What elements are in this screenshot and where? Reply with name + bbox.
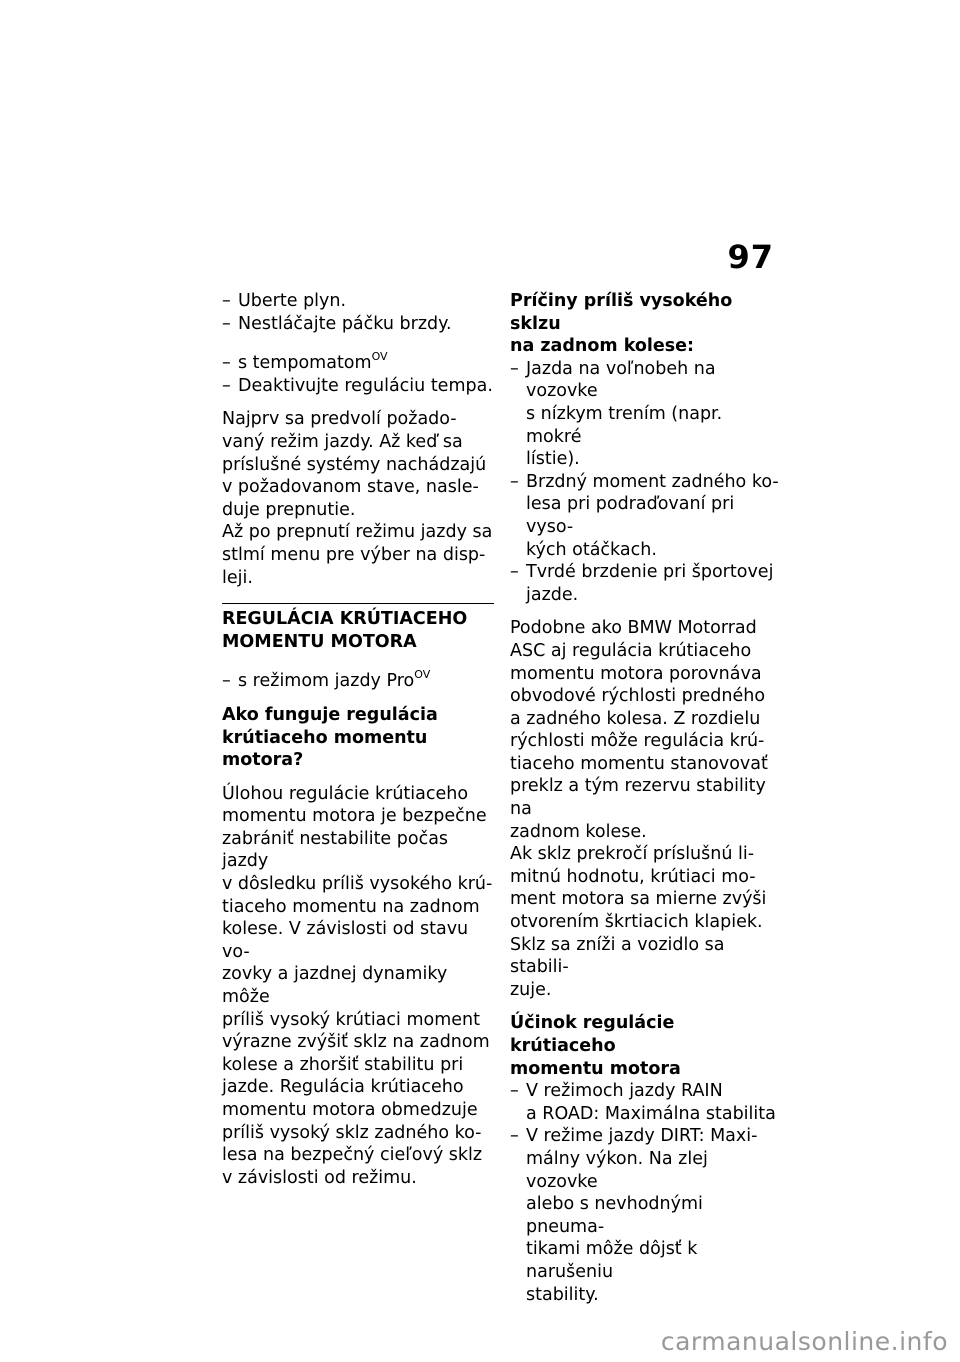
option-superscript: OV (371, 350, 388, 364)
paragraph-function: Úlohou regulácie krútiaceho momentu motora je bezpečne zabrániť nestabilite počas jazdy v dôsledku príliš vysokého krú- tiaceho momentu na zadnom kolese. V závislosti od stavu vo- zovky a jazdnej dynamiky môže príliš vysoký krútiaci moment výrazne zvýšiť sklz na zadnom kolese a zhoršiť stabilitu pri jazde. Regulácia krútiaceho momentu motora obmedzuje príliš vysoký sklz zadného ko- lesa na bezpečný cieľový sklz v závislosti od režimu. (222, 783, 493, 1188)
dash-bullet: – (222, 375, 231, 396)
paragraph-mode-preselect: Najprv sa predvolí požado- vaný režim jazdy. Až keď sa príslušné systémy nachádzajú v požadovanom stave, nasle- duje prepnutie. (222, 409, 487, 520)
paragraph-asc-comparison: Podobne ako BMW Motorrad ASC aj regulácia krútiaceho momentu motora porovnáva obvodové rýchlosti predného a zadného kolesa. Z rozdielu rýchlosti môže regulácia krú- tiaceho momentu stanovovať preklz a tým rezervu stability na zadnom kolese. (510, 618, 768, 842)
cause-item: – Jazda na voľnobeh na vozovke s nízkym trením (napr. mokré lístie). (510, 358, 723, 470)
left-column (222, 290, 494, 1189)
dash-bullet: – (510, 562, 519, 583)
watermark: carmanualsonline.info (660, 1327, 948, 1356)
effect-item: – V režimoch jazdy RAIN a ROAD: Maximálna stabilita (510, 1081, 776, 1124)
paragraph-menu-dim: Až po prepnutí režimu jazdy sa stlmí menu pre výber na disp- leji. (222, 522, 493, 588)
dash-bullet: – (222, 671, 231, 692)
option-superscript: OV (414, 668, 431, 682)
section-heading: REGULÁCIA KRÚTIACEHO MOMENTU MOTORA (222, 609, 468, 652)
dash-bullet: – (510, 358, 519, 379)
subheading-effect: Účinok regulácie krútiaceho momentu motora (510, 1013, 681, 1079)
page-number: 97 (727, 238, 774, 276)
effect-item: – V režime jazdy DIRT: Maxi- málny výkon. Na zlej vozovke alebo s nevhodnými pneuma- tikami môže dôjsť k narušeniu stability. (510, 1126, 758, 1305)
paragraph-slip-limit: Ak sklz prekročí príslušnú li- mitnú hodnotu, krútiaci mo- ment motora sa mierne zvýši otvorením škrtiacich klapiek. Sklz sa zníži a vozidlo sa stabili- zuje. (510, 844, 767, 1000)
section-divider (222, 603, 494, 604)
subheading-how-it-works: Ako funguje regulácia krútiaceho momentu motora? (222, 704, 438, 771)
right-column (510, 290, 782, 1306)
cause-item: – Brzdný moment zadného ko- lesa pri podraďovaní pri vyso- kých otáčkach. (510, 471, 779, 560)
pro-mode-condition: – s režimom jazdy Pro$^{OV}$ (222, 668, 431, 692)
dash-bullet: – (222, 291, 231, 311)
cause-item: – Tvrdé brzdenie pri športovej jazde. (510, 562, 774, 605)
dash-bullet: – (510, 1126, 519, 1147)
cruise-control-condition: – s tempomatom$^{OV}$ (222, 350, 388, 374)
dash-bullet: – (510, 471, 519, 492)
instruction-deactivate-cruise: – Deaktivujte reguláciu tempa. (222, 375, 493, 396)
instruction-no-brake: – Nestláčajte páčku brzdy. (222, 313, 452, 334)
subheading-causes: Príčiny príliš vysokého sklzu na zadnom kolese: (510, 291, 733, 357)
instruction-release-throttle: – Uberte plyn. (222, 291, 347, 311)
dash-bullet: – (222, 353, 231, 374)
dash-bullet: – (510, 1081, 519, 1102)
dash-bullet: – (222, 313, 231, 334)
